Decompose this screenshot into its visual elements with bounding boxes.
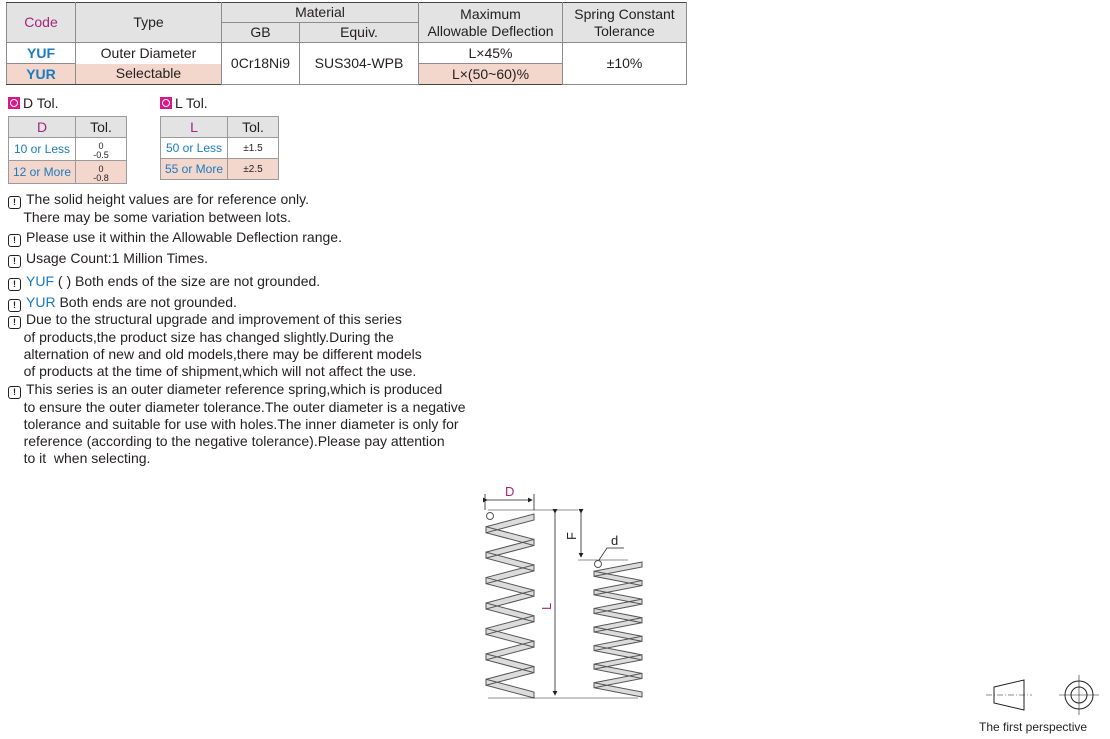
spring-free xyxy=(486,513,534,699)
header-type: Type xyxy=(76,3,222,43)
header-equiv: Equiv. xyxy=(300,23,419,43)
label-d-wire: d xyxy=(611,533,619,548)
note-usage: ! Usage Count:1 Million Times. xyxy=(8,250,208,268)
d-tol-row2-value: 0 -0.8 xyxy=(76,161,127,184)
note-yuf: ! YUF ( ) Both ends of the size are not grounded. xyxy=(8,273,320,291)
d-tol-row1-label: 10 or Less xyxy=(9,138,76,161)
l-tol-header-tol: Tol. xyxy=(228,117,279,138)
header-code: Code xyxy=(7,3,76,43)
d-tol-header-d: D xyxy=(36,119,48,135)
warning-icon: ! xyxy=(8,196,21,209)
label-f: F xyxy=(564,532,579,540)
warning-icon: ! xyxy=(8,299,21,312)
perspective-label: The first perspective xyxy=(979,720,1088,734)
l-tol-row2-label: 55 or More xyxy=(161,159,228,180)
note-yur: ! YUR Both ends are not grounded. xyxy=(8,294,237,312)
deflection-yuf: L×45% xyxy=(419,43,563,64)
label-l: L xyxy=(539,602,554,610)
l-tol-row1-value: ±1.5 xyxy=(228,138,279,159)
d-tol-table xyxy=(8,116,127,184)
d-tol-heading: D Tol. xyxy=(8,95,59,111)
header-material: Material xyxy=(222,3,419,23)
spring-compressed xyxy=(594,561,642,698)
label-d-outer: D xyxy=(505,484,515,499)
spec-table xyxy=(6,2,687,85)
d-tol-row1-value: 0 -0.5 xyxy=(76,138,127,161)
header-gb: GB xyxy=(222,23,300,43)
l-tol-table xyxy=(160,116,279,180)
warning-icon: ! xyxy=(8,278,21,291)
d-tol-row2-label: 12 or More xyxy=(9,161,76,184)
note-outer-diameter: ! This series is an outer diameter reference spring,which is produced to ensure the outer diameter tolerance.The outer diameter is a negative tolerance and suitable for use with holes.The inner diameter is only for reference (according to the negative tolerance).Please pay attention to it when selecting. xyxy=(8,381,466,467)
l-tol-heading: L Tol. xyxy=(160,95,208,111)
warning-icon: ! xyxy=(8,386,21,399)
note-deflection: ! Please use it within the Allowable Deflection range. xyxy=(8,229,342,247)
type-line2: Selectable xyxy=(76,64,222,85)
note-solid-height: ! The solid height values are for reference only. There may be some variation between lots. xyxy=(8,191,309,226)
type-line1: Outer Diameter xyxy=(76,43,222,64)
warning-icon: ! xyxy=(8,255,21,268)
first-perspective-symbol xyxy=(984,675,1104,715)
warning-icon: ! xyxy=(8,234,21,247)
material-equiv: SUS304-WPB xyxy=(300,43,419,85)
spring-drawing xyxy=(478,480,648,705)
l-tol-header-l: L xyxy=(190,119,198,135)
spring-tolerance: ±10% xyxy=(563,43,687,85)
d-tol-header-tol: Tol. xyxy=(76,117,127,138)
l-tol-row1-label: 50 or Less xyxy=(161,138,228,159)
warning-icon: ! xyxy=(8,316,21,329)
l-tol-row2-value: ±2.5 xyxy=(228,159,279,180)
deflection-yur: L×(50~60)% xyxy=(419,64,563,85)
code-yuf: YUF xyxy=(7,43,76,64)
material-gb: 0Cr18Ni9 xyxy=(222,43,300,85)
section-marker-icon xyxy=(8,97,20,109)
code-yur: YUR xyxy=(7,64,76,85)
header-spring-constant: Spring Constant Tolerance xyxy=(563,3,687,43)
note-upgrade: ! Due to the structural upgrade and improvement of this series of products,the product size has changed slightly.During the alternation of new and old models,there may be different models of products at the time of shipment,which will not affect the use. xyxy=(8,311,422,380)
section-marker-icon xyxy=(160,97,172,109)
header-max-deflection: Maximum Allowable Deflection xyxy=(419,3,563,43)
